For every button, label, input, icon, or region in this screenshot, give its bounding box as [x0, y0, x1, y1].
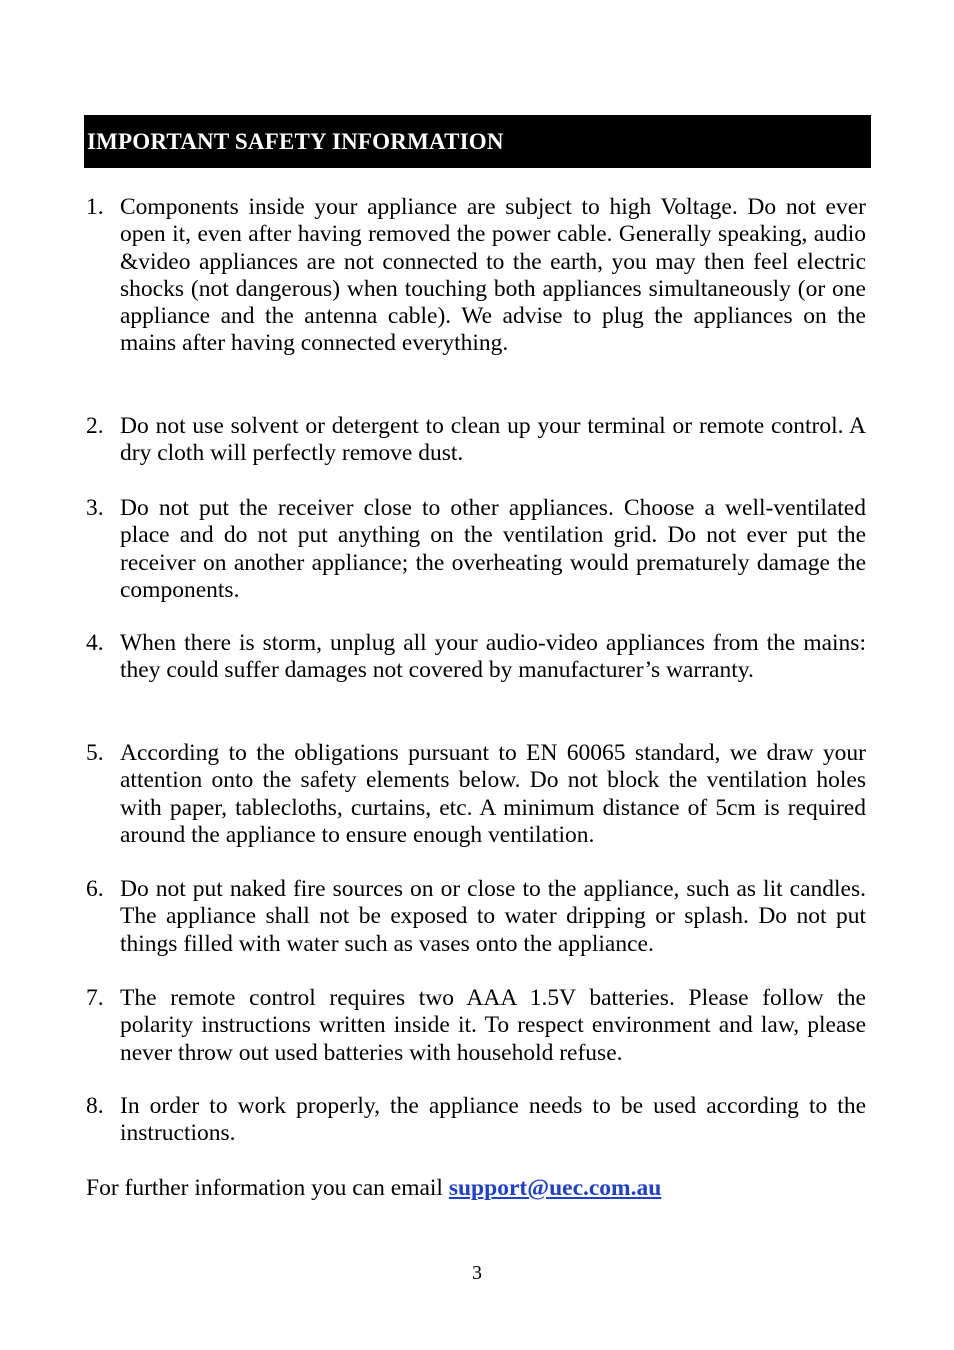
item-number: 8. — [86, 1093, 104, 1119]
contact-line — [86, 1175, 661, 1202]
list-item — [86, 630, 866, 685]
section-title: IMPORTANT SAFETY INFORMATION — [87, 128, 504, 154]
item-number: 3. — [86, 495, 104, 521]
list-item — [86, 194, 866, 358]
item-text: When there is storm, unplug all your audio-video appliances from the mains: they could suffer damages not covered by manufacturer’s warranty. — [120, 630, 866, 684]
item-text: Components inside your appliance are subject to high Voltage. Do not ever open it, even after having removed the power cable. Generally speaking, audio &video appliances are not connected to the earth, you may then feel electric shocks (not dangerous) when touching both appliances simultaneously (or one appliance and the antenna cable). We advise to plug the appliances on the mains after having connected everything. — [120, 194, 866, 357]
page-number: 3 — [472, 1262, 482, 1284]
item-number: 6. — [86, 876, 104, 902]
item-text: The remote control requires two AAA 1.5V batteries. Please follow the polarity instructions written inside it. To respect environment and law, please never throw out used batteries with household refuse. — [120, 985, 866, 1066]
list-item — [86, 985, 866, 1067]
item-text: Do not use solvent or detergent to clean up your terminal or remote control. A dry cloth will perfectly remove dust. — [120, 413, 866, 467]
list-item — [86, 1093, 866, 1148]
item-number: 5. — [86, 740, 104, 766]
list-item — [86, 495, 866, 604]
item-text: Do not put naked fire sources on or close to the appliance, such as lit candles. The appliance shall not be exposed to water dripping or splash. Do not put things filled with water such as vases onto the appliance. — [120, 876, 866, 957]
list-item — [86, 740, 866, 849]
list-item — [86, 413, 866, 468]
item-text: In order to work properly, the appliance needs to be used according to the instructions. — [120, 1093, 866, 1147]
item-number: 4. — [86, 630, 104, 656]
item-text: Do not put the receiver close to other appliances. Choose a well-ventilated place and do not put anything on the ventilation grid. Do not ever put the receiver on another appliance; the overheating would prematurely damage the components. — [120, 495, 866, 603]
section-header-bar — [84, 115, 871, 168]
item-number: 1. — [86, 194, 104, 220]
support-email-link[interactable]: support@uec.com.au — [448, 1175, 662, 1201]
contact-text: For further information you can email — [86, 1175, 443, 1201]
item-number: 7. — [86, 985, 104, 1011]
list-item — [86, 876, 866, 958]
item-text: According to the obligations pursuant to EN 60065 standard, we draw your attention onto the safety elements below. Do not block the ventilation holes with paper, tablecloths, curtains, etc. A minimum distance of 5cm is required around the appliance to ensure enough ventilation. — [120, 740, 866, 848]
item-number: 2. — [86, 413, 104, 439]
